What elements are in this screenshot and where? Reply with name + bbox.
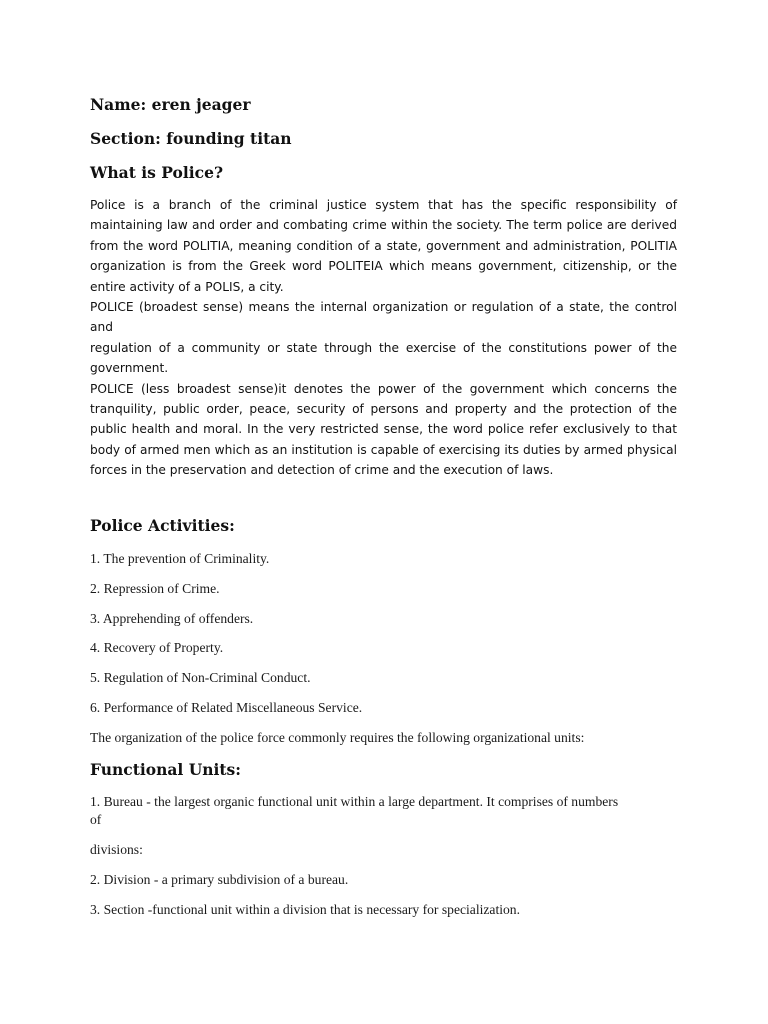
- what-is-police-heading: What is Police?: [90, 163, 224, 182]
- activity-item: 5. Regulation of Non-Criminal Conduct.: [90, 670, 311, 685]
- name-line: Name: eren jeager: [90, 95, 251, 114]
- definition-line: POLICE (broadest sense) means the internal organization or regulation of a state, the control: [90, 299, 677, 314]
- functional-unit-item-continuation: of: [90, 812, 102, 827]
- functional-units-heading: Functional Units:: [90, 760, 241, 779]
- section-line: Section: founding titan: [90, 129, 292, 148]
- functional-unit-item: 1. Bureau - the largest organic functional unit within a large department. It comprises of numbers: [90, 794, 619, 809]
- activity-item: 4. Recovery of Property.: [90, 640, 224, 655]
- definition-line: tranquility, public order, peace, security of persons and property and the protection of the: [90, 401, 677, 416]
- activity-item: 1. The prevention of Criminality.: [90, 551, 270, 566]
- definition-line: entire activity of a POLIS, a city.: [90, 279, 284, 294]
- activity-item: 2. Repression of Crime.: [90, 581, 220, 596]
- definition-line: Police is a branch of the criminal justice system that has the specific responsibility of: [90, 198, 677, 212]
- activity-item: 3. Apprehending of offenders.: [90, 611, 254, 626]
- definition-line: government.: [90, 361, 169, 376]
- definition-line: public health and moral. In the very restricted sense, the word police refer exclusively to that: [90, 422, 677, 437]
- definition-line: maintaining law and order and combating crime within the society. The term police are derived: [90, 218, 677, 233]
- definition-line: POLICE (less broadest sense)it denotes the power of the government which concerns the: [90, 381, 677, 396]
- definition-line: and: [90, 320, 113, 335]
- definition-line: from the word POLITIA, meaning condition of a state, government and administration, POLITIA: [90, 238, 677, 253]
- functional-unit-item-continuation: divisions:: [90, 842, 143, 857]
- definition-line: regulation of a community or state through the exercise of the constitutions power of the: [90, 340, 677, 355]
- activity-item: 6. Performance of Related Miscellaneous Service.: [90, 700, 363, 715]
- police-activities-heading: Police Activities:: [90, 516, 235, 535]
- functional-unit-item: 3. Section -functional unit within a division that is necessary for specialization.: [90, 902, 520, 917]
- definition-line: forces in the preservation and detection of crime and the execution of laws.: [90, 463, 554, 478]
- definition-line: body of armed men which as an institution is capable of exercising its duties by armed physical: [90, 442, 677, 457]
- functional-unit-item: 2. Division - a primary subdivision of a bureau.: [90, 872, 349, 887]
- police-definition-paragraph: [90, 195, 677, 480]
- definition-line: organization is from the Greek word POLITEIA which means government, citizenship, or the: [90, 259, 677, 274]
- organization-sentence: The organization of the police force commonly requires the following organizational units:: [90, 730, 585, 745]
